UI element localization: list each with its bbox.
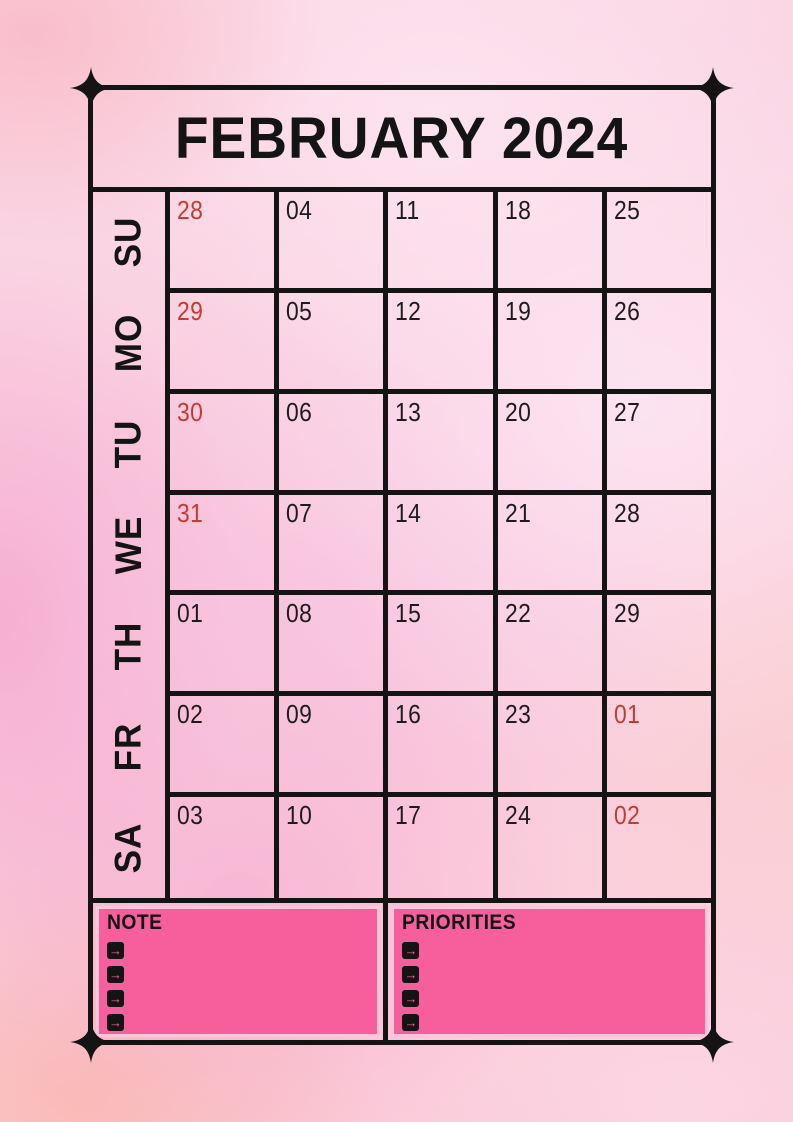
day-number: 04 (286, 195, 313, 225)
weekday-label-tu: TU (107, 419, 149, 469)
day-cell (493, 797, 602, 898)
day-number: 31 (177, 497, 204, 528)
day-number: 03 (177, 800, 204, 831)
day-cell (274, 495, 383, 596)
calendar-grid (93, 192, 711, 898)
day-number: 17 (395, 800, 422, 831)
day-number: 16 (395, 699, 422, 730)
day-cell (274, 797, 383, 898)
day-number: 13 (395, 396, 422, 427)
arrow-right-icon: → (109, 991, 122, 1006)
arrow-right-icon: → (404, 967, 418, 982)
priorities-cell (383, 903, 711, 1040)
day-number: 23 (504, 699, 531, 730)
arrow-right-icon: → (404, 1015, 418, 1030)
day-number: 08 (286, 598, 313, 629)
day-number: 27 (613, 396, 641, 427)
day-cell (274, 192, 383, 293)
day-cell (165, 394, 274, 495)
day-cell (383, 495, 492, 596)
day-cell (602, 495, 711, 596)
day-number: 18 (504, 195, 531, 225)
day-cell (383, 595, 492, 696)
weekday-label-su: SU (108, 217, 149, 268)
arrow-right-icon: → (404, 991, 418, 1006)
day-number: 02 (177, 699, 204, 730)
priorities-box[interactable] (391, 906, 708, 1037)
weekday-label-mo: MO (107, 314, 149, 373)
day-cell (165, 192, 274, 293)
note-cell (93, 903, 383, 1040)
day-number: 26 (613, 295, 641, 326)
day-number: 02 (613, 800, 641, 831)
day-cell (493, 595, 602, 696)
notes-section (93, 898, 711, 1040)
day-number: 10 (286, 800, 313, 831)
weekday-label-fr: FR (107, 722, 149, 772)
corner-star-icon (692, 1021, 734, 1063)
arrow-right-icon: → (109, 943, 122, 958)
day-cell (274, 595, 383, 696)
day-cell (383, 394, 492, 495)
arrow-right-icon: → (404, 943, 418, 958)
day-cell (165, 293, 274, 394)
note-box[interactable] (96, 906, 380, 1037)
day-number: 20 (504, 396, 531, 427)
day-cell (274, 293, 383, 394)
corner-star-icon (70, 67, 112, 109)
day-cell (383, 696, 492, 797)
day-cell (493, 192, 602, 293)
day-cell (602, 394, 711, 495)
note-title: NOTE (107, 911, 163, 934)
day-number: 22 (504, 598, 531, 629)
day-number: 06 (286, 396, 313, 427)
weekday-label-sa: SA (108, 822, 149, 873)
day-number: 09 (286, 699, 313, 730)
day-number: 29 (613, 598, 641, 629)
day-number: 25 (613, 195, 641, 225)
day-number: 12 (395, 295, 422, 326)
day-cell (602, 595, 711, 696)
day-number: 11 (395, 195, 421, 225)
arrow-right-icon: → (109, 1015, 122, 1030)
weekday-label-column (93, 192, 165, 898)
calendar-frame (88, 85, 716, 1045)
day-cell (493, 293, 602, 394)
day-cell (602, 192, 711, 293)
calendar-title-row (93, 90, 711, 192)
day-number: 14 (395, 497, 422, 528)
day-cell (602, 293, 711, 394)
day-cell (383, 797, 492, 898)
day-cell (165, 495, 274, 596)
day-cell (493, 394, 602, 495)
day-number: 15 (395, 598, 422, 629)
weekday-label-th: TH (107, 621, 149, 671)
day-number: 07 (286, 497, 313, 528)
day-cell (274, 696, 383, 797)
day-number: 05 (286, 295, 313, 326)
day-cell (383, 293, 492, 394)
day-cell (602, 696, 711, 797)
day-cell (165, 595, 274, 696)
day-cell (165, 797, 274, 898)
day-number: 28 (613, 497, 641, 528)
day-number: 01 (613, 699, 641, 730)
corner-star-icon (70, 1021, 112, 1063)
day-cell (383, 192, 492, 293)
day-number: 19 (504, 295, 531, 326)
day-number: 01 (177, 598, 204, 629)
day-cell (274, 394, 383, 495)
page-title: FEBRUARY 2024 (175, 106, 629, 171)
day-number: 29 (177, 295, 204, 326)
day-number: 28 (177, 195, 204, 225)
day-cell (493, 495, 602, 596)
priorities-title: PRIORITIES (402, 911, 517, 934)
day-cell (602, 797, 711, 898)
day-number: 30 (177, 396, 204, 427)
weekday-label-we: WE (107, 515, 149, 575)
corner-star-icon (692, 67, 734, 109)
day-cell (165, 696, 274, 797)
day-cell (493, 696, 602, 797)
day-number: 21 (504, 497, 531, 528)
arrow-right-icon: → (109, 967, 122, 982)
day-number: 24 (504, 800, 531, 831)
